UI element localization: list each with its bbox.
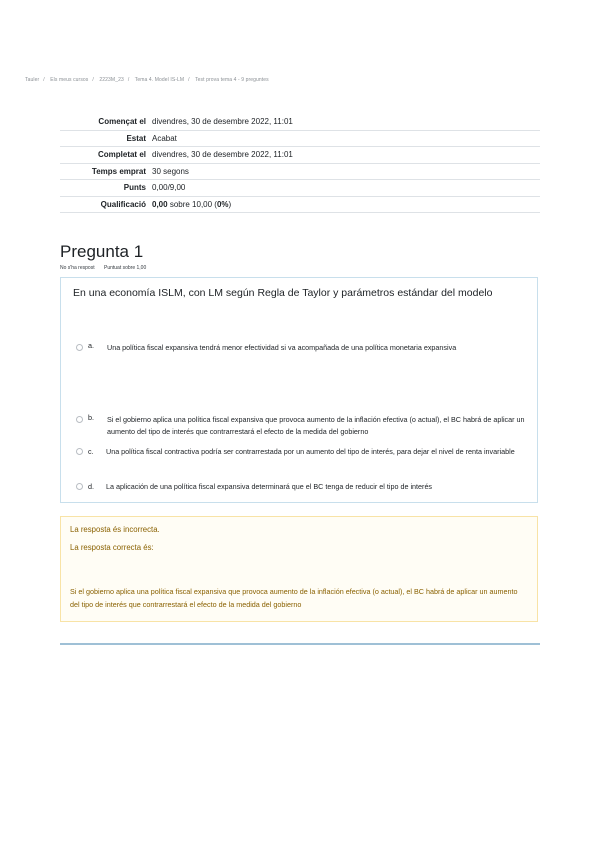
- summary-label: Punts: [60, 180, 152, 197]
- grade-middle: sobre 10,00 (: [169, 199, 217, 209]
- breadcrumb-separator: /: [92, 77, 94, 83]
- feedback-correct-answer: Si el gobierno aplica una política fiscal expansiva que provoca aumento de la inflación efectiva (o actual), el BC habrá de aplicar un aumento del tipo de interés que contrarrestará el efecto de la medida del gobierno: [70, 587, 518, 609]
- summary-label: Qualificació: [60, 196, 152, 213]
- summary-row-completed: [60, 147, 540, 164]
- breadcrumb-separator: /: [188, 77, 190, 83]
- grade-percent: 0%: [216, 199, 229, 209]
- option-letter: a.: [88, 341, 94, 350]
- summary-label: Temps emprat: [60, 163, 152, 180]
- option-letter: d.: [88, 482, 94, 491]
- question-points: Puntuat sobre 1,00: [103, 265, 147, 271]
- breadcrumb-separator: /: [43, 77, 45, 83]
- radio-button[interactable]: [76, 483, 83, 490]
- option-text: Una política fiscal contractiva podría ser contrarrestada por un aumento del tipo de interés, para dejar el nivel de renta invariable: [106, 447, 515, 456]
- question-info-separator: [99, 265, 100, 271]
- breadcrumb-link-my-courses[interactable]: Els meus cursos: [50, 77, 89, 83]
- option-text: Si el gobierno aplica una política fiscal expansiva que provoca aumento de la inflación efectiva (o actual), el BC habrá de aplicar un aumento del tipo de interés que contrarrestará el efecto de la medida del gobierno: [107, 415, 525, 436]
- feedback-incorrect: La resposta és incorrecta.: [70, 525, 160, 534]
- summary-value: 0,00/9,00: [152, 180, 540, 197]
- question-info: [60, 265, 146, 271]
- summary-value: divendres, 30 de desembre 2022, 11:01: [152, 147, 540, 164]
- radio-button[interactable]: [76, 344, 83, 351]
- summary-value: Acabat: [152, 130, 540, 147]
- option-text: Una política fiscal expansiva tendrá menor efectividad si va acompañada de una política monetaria expansiva: [107, 343, 457, 352]
- summary-row-started: [60, 114, 540, 130]
- radio-button[interactable]: [76, 448, 83, 455]
- option-letter: b.: [88, 413, 94, 422]
- summary-row-grade: [60, 196, 540, 213]
- feedback-correct-label: La resposta correcta és:: [70, 543, 154, 552]
- grade-end: ): [228, 199, 232, 209]
- radio-button[interactable]: [76, 416, 83, 423]
- breadcrumb: [25, 77, 269, 83]
- grade-value: [152, 196, 540, 213]
- question-title: Pregunta 1: [60, 242, 144, 261]
- grade-score: 0,00: [152, 199, 168, 209]
- question-card: [60, 277, 538, 503]
- question-status: No s'ha respost: [60, 265, 95, 271]
- summary-row-state: [60, 130, 540, 147]
- feedback-box: [60, 516, 538, 622]
- attempt-summary-table: [60, 114, 540, 213]
- breadcrumb-link-quiz[interactable]: Test prova tema 4 - 9 preguntes: [195, 77, 269, 83]
- summary-row-time-taken: [60, 163, 540, 180]
- breadcrumb-link-dashboard[interactable]: Tauler: [25, 77, 40, 83]
- divider: [60, 643, 540, 645]
- summary-label: Completat el: [60, 147, 152, 164]
- summary-value: divendres, 30 de desembre 2022, 11:01: [152, 117, 293, 127]
- option-text: La aplicación de una política fiscal expansiva determinará que el BC tenga de reducir el tipo de interés: [106, 482, 433, 491]
- summary-label: Començat el: [98, 117, 146, 127]
- summary-value: 30 segons: [152, 163, 540, 180]
- question-text: En una economía ISLM, con LM según Regla de Taylor y parámetros estándar del modelo: [73, 287, 493, 299]
- summary-row-points: [60, 180, 540, 197]
- breadcrumb-separator: /: [127, 77, 130, 83]
- breadcrumb-link-course[interactable]: 2223M_23: [99, 77, 124, 83]
- option-letter: c.: [88, 447, 94, 456]
- breadcrumb-link-topic[interactable]: Tema 4. Model IS-LM: [134, 77, 185, 83]
- summary-label: Estat: [60, 130, 152, 147]
